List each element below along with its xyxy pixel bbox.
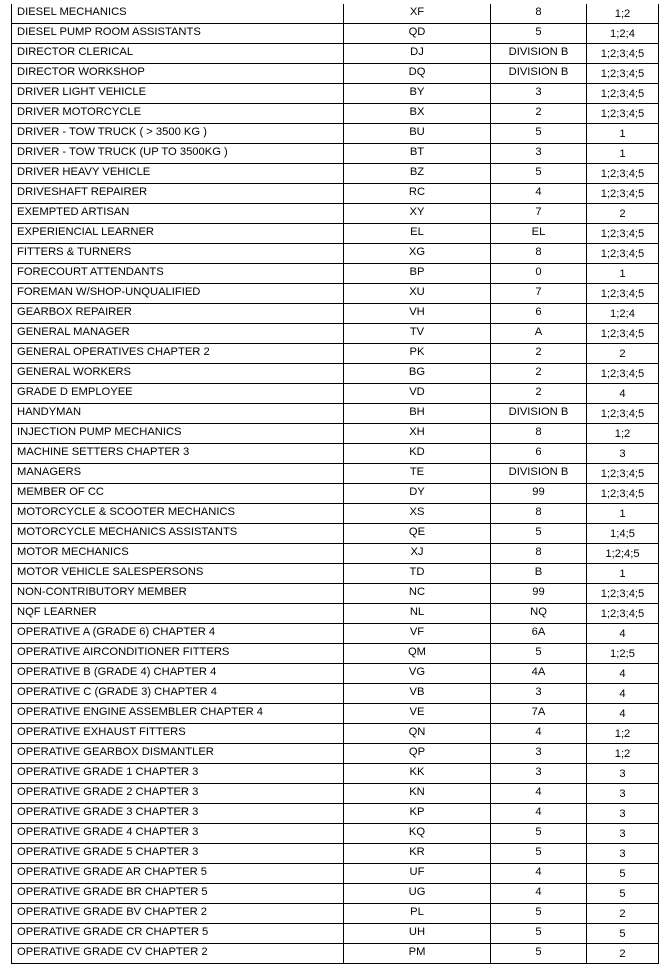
occupation-code-cell: KD (344, 444, 491, 464)
chapters-cell: 1;2;3;4;5 (587, 84, 659, 104)
chapters-cell: 1;2;5 (587, 644, 659, 664)
grade-cell: 4 (491, 784, 587, 804)
occupation-code-cell: TV (344, 324, 491, 344)
occupation-code-cell: BT (344, 144, 491, 164)
grade-cell: 5 (491, 944, 587, 964)
occupation-code-cell: VF (344, 624, 491, 644)
grade-cell: 8 (491, 544, 587, 564)
occupation-name-cell: DRIVER LIGHT VEHICLE (12, 84, 344, 104)
occupation-name-cell: INJECTION PUMP MECHANICS (12, 424, 344, 444)
chapters-cell: 1 (587, 564, 659, 584)
table-row (12, 764, 659, 784)
table-row (12, 104, 659, 124)
table-row (12, 184, 659, 204)
grade-cell: 2 (491, 104, 587, 124)
chapters-cell: 4 (587, 704, 659, 724)
chapters-cell: 1;2;3;4;5 (587, 164, 659, 184)
occupation-code-cell: DQ (344, 64, 491, 84)
occupation-code-cell: QD (344, 24, 491, 44)
grade-cell: 7 (491, 284, 587, 304)
table-row (12, 4, 659, 24)
chapters-cell: 3 (587, 784, 659, 804)
table-row (12, 604, 659, 624)
grade-cell: 6A (491, 624, 587, 644)
occupation-name-cell: OPERATIVE C (GRADE 3) CHAPTER 4 (12, 684, 344, 704)
table-row (12, 484, 659, 504)
occupation-name-cell: OPERATIVE GRADE 4 CHAPTER 3 (12, 824, 344, 844)
table-row (12, 644, 659, 664)
table-row (12, 864, 659, 884)
occupation-name-cell: OPERATIVE ENGINE ASSEMBLER CHAPTER 4 (12, 704, 344, 724)
grade-cell: 4 (491, 864, 587, 884)
grade-cell: NQ (491, 604, 587, 624)
grade-cell: A (491, 324, 587, 344)
occupation-code-cell: NL (344, 604, 491, 624)
occupation-code-cell: QE (344, 524, 491, 544)
occupation-code-cell: TE (344, 464, 491, 484)
table-row (12, 944, 659, 964)
table-row (12, 144, 659, 164)
grade-cell: 5 (491, 524, 587, 544)
chapters-cell: 3 (587, 444, 659, 464)
occupation-name-cell: GENERAL WORKERS (12, 364, 344, 384)
occupation-name-cell: DRIVER MOTORCYCLE (12, 104, 344, 124)
occupation-table (11, 4, 659, 964)
chapters-cell: 1;2 (587, 4, 659, 24)
chapters-cell: 1;2;4 (587, 24, 659, 44)
table-row (12, 464, 659, 484)
occupation-table-container (11, 4, 658, 964)
occupation-name-cell: DRIVER - TOW TRUCK ( > 3500 KG ) (12, 124, 344, 144)
occupation-code-cell: XS (344, 504, 491, 524)
chapters-cell: 4 (587, 684, 659, 704)
occupation-name-cell: MACHINE SETTERS CHAPTER 3 (12, 444, 344, 464)
occupation-code-cell: PL (344, 904, 491, 924)
occupation-code-cell: BZ (344, 164, 491, 184)
grade-cell: 3 (491, 684, 587, 704)
occupation-name-cell: HANDYMAN (12, 404, 344, 424)
occupation-name-cell: FOREMAN W/SHOP-UNQUALIFIED (12, 284, 344, 304)
occupation-name-cell: OPERATIVE EXHAUST FITTERS (12, 724, 344, 744)
occupation-name-cell: EXPERIENCIAL LEARNER (12, 224, 344, 244)
grade-cell: 4 (491, 804, 587, 824)
table-row (12, 624, 659, 644)
chapters-cell: 3 (587, 764, 659, 784)
occupation-name-cell: OPERATIVE GEARBOX DISMANTLER (12, 744, 344, 764)
occupation-name-cell: DIRECTOR CLERICAL (12, 44, 344, 64)
chapters-cell: 3 (587, 844, 659, 864)
grade-cell: 0 (491, 264, 587, 284)
occupation-name-cell: EXEMPTED ARTISAN (12, 204, 344, 224)
occupation-name-cell: OPERATIVE GRADE CV CHAPTER 2 (12, 944, 344, 964)
chapters-cell: 1 (587, 264, 659, 284)
grade-cell: 5 (491, 904, 587, 924)
occupation-code-cell: XU (344, 284, 491, 304)
grade-cell: 8 (491, 4, 587, 24)
occupation-code-cell: BG (344, 364, 491, 384)
occupation-code-cell: KP (344, 804, 491, 824)
chapters-cell: 1 (587, 124, 659, 144)
occupation-name-cell: OPERATIVE A (GRADE 6) CHAPTER 4 (12, 624, 344, 644)
table-row (12, 584, 659, 604)
table-row (12, 44, 659, 64)
grade-cell: 8 (491, 424, 587, 444)
table-row (12, 204, 659, 224)
occupation-code-cell: NC (344, 584, 491, 604)
table-row (12, 524, 659, 544)
grade-cell: 2 (491, 384, 587, 404)
grade-cell: 5 (491, 824, 587, 844)
table-row (12, 904, 659, 924)
table-row (12, 424, 659, 444)
grade-cell: 8 (491, 244, 587, 264)
chapters-cell: 1;2;3;4;5 (587, 484, 659, 504)
occupation-table-body (12, 4, 659, 964)
occupation-code-cell: UF (344, 864, 491, 884)
occupation-name-cell: DIESEL PUMP ROOM ASSISTANTS (12, 24, 344, 44)
table-row (12, 784, 659, 804)
occupation-name-cell: OPERATIVE GRADE BV CHAPTER 2 (12, 904, 344, 924)
table-row (12, 364, 659, 384)
occupation-code-cell: KK (344, 764, 491, 784)
occupation-name-cell: OPERATIVE GRADE 3 CHAPTER 3 (12, 804, 344, 824)
chapters-cell: 1;4;5 (587, 524, 659, 544)
table-row (12, 64, 659, 84)
occupation-name-cell: OPERATIVE GRADE 1 CHAPTER 3 (12, 764, 344, 784)
chapters-cell: 1;2;3;4;5 (587, 224, 659, 244)
occupation-code-cell: VB (344, 684, 491, 704)
chapters-cell: 4 (587, 624, 659, 644)
occupation-name-cell: MEMBER OF CC (12, 484, 344, 504)
occupation-name-cell: MOTORCYCLE & SCOOTER MECHANICS (12, 504, 344, 524)
table-row (12, 384, 659, 404)
occupation-code-cell: UG (344, 884, 491, 904)
chapters-cell: 5 (587, 864, 659, 884)
occupation-code-cell: XH (344, 424, 491, 444)
table-row (12, 444, 659, 464)
occupation-name-cell: OPERATIVE GRADE AR CHAPTER 5 (12, 864, 344, 884)
occupation-code-cell: QM (344, 644, 491, 664)
table-row (12, 744, 659, 764)
occupation-code-cell: XF (344, 4, 491, 24)
chapters-cell: 1;2;3;4;5 (587, 44, 659, 64)
grade-cell: 6 (491, 304, 587, 324)
chapters-cell: 3 (587, 804, 659, 824)
chapters-cell: 1;2;3;4;5 (587, 244, 659, 264)
occupation-code-cell: DJ (344, 44, 491, 64)
table-row (12, 404, 659, 424)
chapters-cell: 1;2 (587, 424, 659, 444)
table-row (12, 564, 659, 584)
occupation-name-cell: FITTERS & TURNERS (12, 244, 344, 264)
occupation-name-cell: GRADE D EMPLOYEE (12, 384, 344, 404)
occupation-name-cell: OPERATIVE GRADE BR CHAPTER 5 (12, 884, 344, 904)
grade-cell: 6 (491, 444, 587, 464)
occupation-code-cell: BX (344, 104, 491, 124)
grade-cell: 5 (491, 164, 587, 184)
grade-cell: EL (491, 224, 587, 244)
occupation-code-cell: QN (344, 724, 491, 744)
table-row (12, 684, 659, 704)
chapters-cell: 1;2;3;4;5 (587, 584, 659, 604)
table-row (12, 884, 659, 904)
chapters-cell: 1;2 (587, 724, 659, 744)
grade-cell: 4 (491, 724, 587, 744)
grade-cell: DIVISION B (491, 464, 587, 484)
table-row (12, 84, 659, 104)
grade-cell: 4 (491, 884, 587, 904)
occupation-code-cell: EL (344, 224, 491, 244)
occupation-code-cell: VG (344, 664, 491, 684)
table-row (12, 304, 659, 324)
grade-cell: 3 (491, 744, 587, 764)
grade-cell: 99 (491, 484, 587, 504)
table-row (12, 704, 659, 724)
chapters-cell: 1;2;3;4;5 (587, 64, 659, 84)
occupation-name-cell: NON-CONTRIBUTORY MEMBER (12, 584, 344, 604)
grade-cell: 3 (491, 84, 587, 104)
occupation-code-cell: BP (344, 264, 491, 284)
table-row (12, 24, 659, 44)
occupation-name-cell: DRIVER HEAVY VEHICLE (12, 164, 344, 184)
chapters-cell: 1 (587, 144, 659, 164)
table-row (12, 724, 659, 744)
occupation-name-cell: GENERAL OPERATIVES CHAPTER 2 (12, 344, 344, 364)
grade-cell: 4A (491, 664, 587, 684)
chapters-cell: 4 (587, 384, 659, 404)
occupation-code-cell: KN (344, 784, 491, 804)
chapters-cell: 1;2;3;4;5 (587, 184, 659, 204)
chapters-cell: 1;2;3;4;5 (587, 364, 659, 384)
chapters-cell: 2 (587, 344, 659, 364)
chapters-cell: 5 (587, 924, 659, 944)
occupation-name-cell: OPERATIVE B (GRADE 4) CHAPTER 4 (12, 664, 344, 684)
table-row (12, 924, 659, 944)
grade-cell: 5 (491, 124, 587, 144)
occupation-code-cell: XY (344, 204, 491, 224)
chapters-cell: 1;2;3;4;5 (587, 604, 659, 624)
grade-cell: DIVISION B (491, 64, 587, 84)
occupation-code-cell: XJ (344, 544, 491, 564)
chapters-cell: 3 (587, 824, 659, 844)
occupation-name-cell: DIESEL MECHANICS (12, 4, 344, 24)
occupation-name-cell: DIRECTOR WORKSHOP (12, 64, 344, 84)
occupation-name-cell: OPERATIVE AIRCONDITIONER FITTERS (12, 644, 344, 664)
occupation-name-cell: MOTORCYCLE MECHANICS ASSISTANTS (12, 524, 344, 544)
occupation-code-cell: QP (344, 744, 491, 764)
chapters-cell: 1;2;4;5 (587, 544, 659, 564)
occupation-code-cell: TD (344, 564, 491, 584)
grade-cell: 4 (491, 184, 587, 204)
occupation-name-cell: MOTOR MECHANICS (12, 544, 344, 564)
table-row (12, 164, 659, 184)
table-row (12, 844, 659, 864)
grade-cell: 3 (491, 764, 587, 784)
occupation-code-cell: VD (344, 384, 491, 404)
chapters-cell: 1;2 (587, 744, 659, 764)
occupation-code-cell: PK (344, 344, 491, 364)
occupation-code-cell: BH (344, 404, 491, 424)
chapters-cell: 1;2;3;4;5 (587, 324, 659, 344)
table-row (12, 244, 659, 264)
occupation-name-cell: OPERATIVE GRADE 2 CHAPTER 3 (12, 784, 344, 804)
occupation-name-cell: DRIVESHAFT REPAIRER (12, 184, 344, 204)
chapters-cell: 1;2;3;4;5 (587, 104, 659, 124)
table-row (12, 284, 659, 304)
table-row (12, 804, 659, 824)
grade-cell: 3 (491, 144, 587, 164)
occupation-code-cell: VH (344, 304, 491, 324)
occupation-name-cell: FORECOURT ATTENDANTS (12, 264, 344, 284)
table-row (12, 824, 659, 844)
table-row (12, 504, 659, 524)
occupation-name-cell: GEARBOX REPAIRER (12, 304, 344, 324)
grade-cell: 2 (491, 364, 587, 384)
occupation-code-cell: KR (344, 844, 491, 864)
grade-cell: 5 (491, 24, 587, 44)
grade-cell: 8 (491, 504, 587, 524)
occupation-name-cell: MANAGERS (12, 464, 344, 484)
table-row (12, 344, 659, 364)
chapters-cell: 2 (587, 904, 659, 924)
table-row (12, 124, 659, 144)
table-row (12, 224, 659, 244)
chapters-cell: 1;2;3;4;5 (587, 284, 659, 304)
occupation-name-cell: MOTOR VEHICLE SALESPERSONS (12, 564, 344, 584)
occupation-name-cell: OPERATIVE GRADE 5 CHAPTER 3 (12, 844, 344, 864)
table-row (12, 664, 659, 684)
grade-cell: 7 (491, 204, 587, 224)
chapters-cell: 1 (587, 504, 659, 524)
occupation-code-cell: KQ (344, 824, 491, 844)
occupation-name-cell: OPERATIVE GRADE CR CHAPTER 5 (12, 924, 344, 944)
grade-cell: 5 (491, 644, 587, 664)
table-row (12, 324, 659, 344)
occupation-code-cell: PM (344, 944, 491, 964)
grade-cell: 5 (491, 844, 587, 864)
occupation-name-cell: GENERAL MANAGER (12, 324, 344, 344)
chapters-cell: 1;2;3;4;5 (587, 464, 659, 484)
occupation-code-cell: DY (344, 484, 491, 504)
table-row (12, 264, 659, 284)
grade-cell: B (491, 564, 587, 584)
chapters-cell: 5 (587, 884, 659, 904)
occupation-name-cell: NQF LEARNER (12, 604, 344, 624)
occupation-code-cell: BY (344, 84, 491, 104)
grade-cell: 99 (491, 584, 587, 604)
grade-cell: DIVISION B (491, 404, 587, 424)
grade-cell: 5 (491, 924, 587, 944)
occupation-code-cell: XG (344, 244, 491, 264)
chapters-cell: 1;2;3;4;5 (587, 404, 659, 424)
occupation-name-cell: DRIVER - TOW TRUCK (UP TO 3500KG ) (12, 144, 344, 164)
chapters-cell: 2 (587, 204, 659, 224)
chapters-cell: 1;2;4 (587, 304, 659, 324)
chapters-cell: 4 (587, 664, 659, 684)
occupation-code-cell: BU (344, 124, 491, 144)
grade-cell: 2 (491, 344, 587, 364)
table-row (12, 544, 659, 564)
grade-cell: DIVISION B (491, 44, 587, 64)
occupation-code-cell: RC (344, 184, 491, 204)
chapters-cell: 2 (587, 944, 659, 964)
occupation-code-cell: VE (344, 704, 491, 724)
occupation-code-cell: UH (344, 924, 491, 944)
grade-cell: 7A (491, 704, 587, 724)
